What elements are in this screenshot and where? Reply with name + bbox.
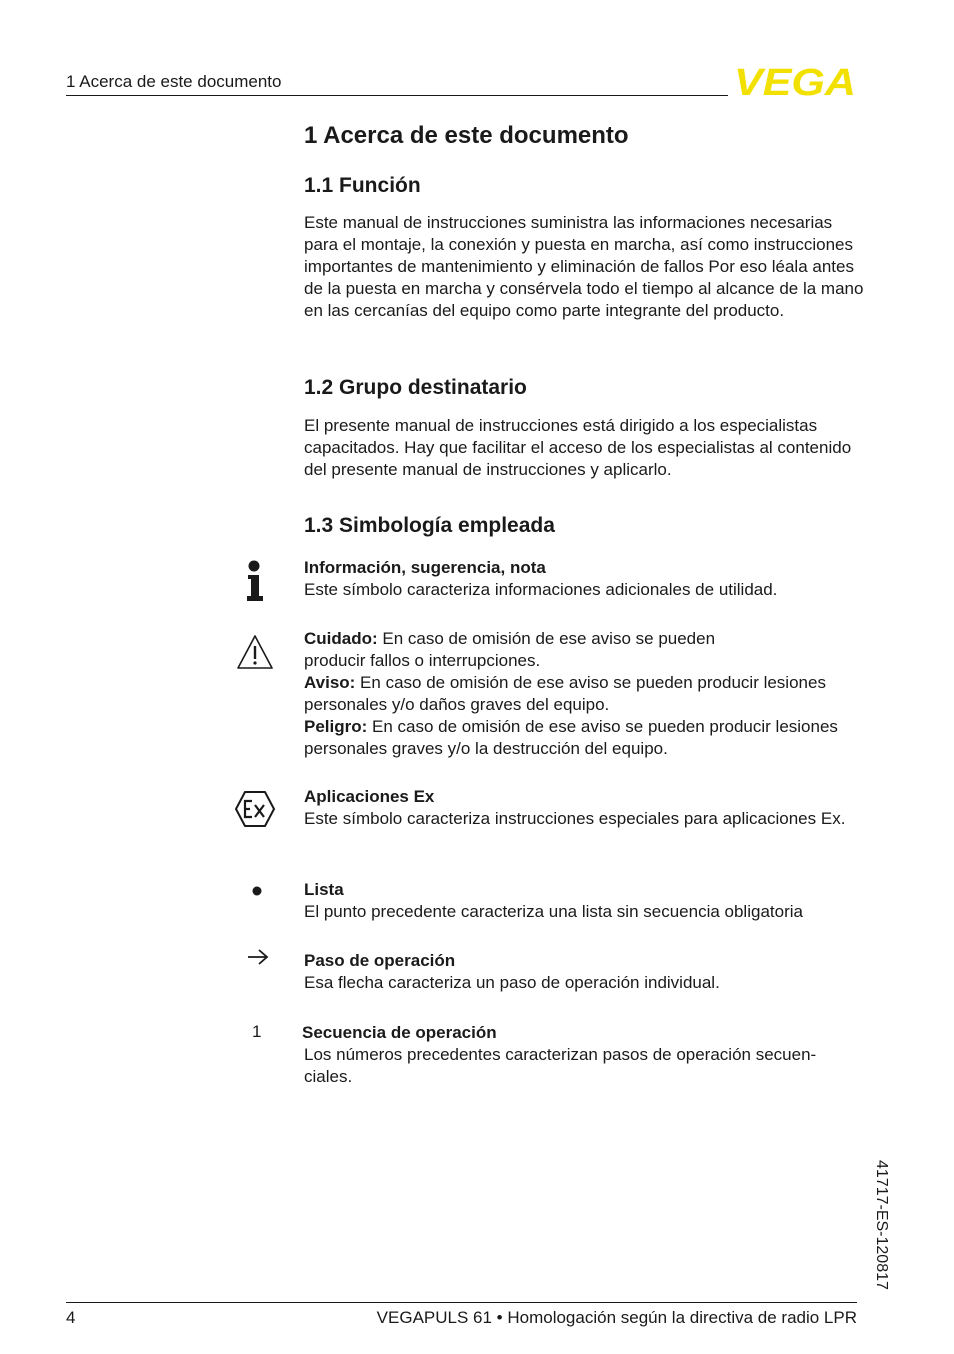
symbol-sequence-title: Secuencia de operación <box>302 1023 497 1042</box>
sequence-number-marker: 1 <box>252 1022 262 1041</box>
danger-text: En caso de omisión de ese aviso se pueden producir lesiones personales graves y/o la destrucción del equipo. <box>304 717 838 758</box>
danger-label: Peligro: <box>304 717 368 736</box>
page-title: 1 Acerca de este documento <box>304 122 629 149</box>
warning-triangle-icon <box>236 634 274 670</box>
page-number: 4 <box>66 1308 76 1327</box>
vega-logo-text: VEGA <box>734 64 856 98</box>
section-heading-simbologia: 1.3 Simbología empleada <box>304 514 555 537</box>
footer-rule <box>66 1302 857 1303</box>
warning-text: En caso de omisión de ese aviso se pueden producir lesiones personales y/o daños graves del equipo. <box>304 673 826 714</box>
danger-line <box>304 716 864 760</box>
section-body-grupo: El presente manual de instrucciones está dirigido a los especialistas capacitados. Hay que facilitar el acceso de los especialistas al contenido del presente manual de instrucciones y aplicarlo. <box>304 416 852 479</box>
arrow-right-icon <box>246 948 270 966</box>
footer-product-line: VEGAPULS 61 • Homologación según la directiva de radio LPR <box>376 1308 857 1327</box>
symbol-sequence <box>302 1022 864 1088</box>
running-header: 1 Acerca de este documento <box>66 72 282 91</box>
symbol-sequence-text: Los números precedentes caracterizan pasos de operación secuen- ciales. <box>304 1045 817 1086</box>
symbol-list-text: El punto precedente caracteriza una lista sin secuencia obligatoria <box>304 902 803 921</box>
section-heading-funcion: 1.1 Función <box>304 174 421 197</box>
symbol-info <box>304 557 864 601</box>
symbol-step-text: Esa flecha caracteriza un paso de operación individual. <box>304 973 720 992</box>
warning-label: Aviso: <box>304 673 356 692</box>
symbol-ex <box>304 786 864 830</box>
section-body-funcion: Este manual de instrucciones suministra las informaciones necesarias para el montaje, la conexión y puesta en marcha, así como instrucciones importantes de mantenimiento y eliminación de fallos Por eso léala antes de la puesta en marcha y consérvela todo el tiempo al alcance de la mano en las cercanías del equipo como parte integrante del producto. <box>304 213 864 320</box>
symbol-ex-title: Aplicaciones Ex <box>304 787 435 806</box>
symbol-step-title: Paso de operación <box>304 951 456 970</box>
symbol-info-text: Este símbolo caracteriza informaciones adicionales de utilidad. <box>304 580 778 599</box>
symbol-list-title: Lista <box>304 880 344 899</box>
caution-label: Cuidado: <box>304 629 378 648</box>
section-heading-grupo: 1.2 Grupo destinatario <box>304 376 527 399</box>
vega-logo <box>734 64 858 98</box>
caution-text: En caso de omisión de ese aviso se pueden producir fallos o interrupciones. <box>304 629 716 670</box>
info-icon <box>244 560 266 602</box>
symbol-list <box>304 879 864 923</box>
bullet-icon <box>251 885 263 897</box>
header-rule <box>66 95 728 96</box>
document-number: 41717-ES-120817 <box>873 1160 890 1290</box>
symbol-warning <box>304 628 864 760</box>
ex-hexagon-icon <box>234 790 276 828</box>
caution-line <box>304 628 764 672</box>
warning-line <box>304 672 864 716</box>
symbol-step <box>304 950 864 994</box>
symbol-ex-text: Este símbolo caracteriza instrucciones especiales para aplicaciones Ex. <box>304 809 846 828</box>
symbol-info-title: Información, sugerencia, nota <box>304 558 546 577</box>
